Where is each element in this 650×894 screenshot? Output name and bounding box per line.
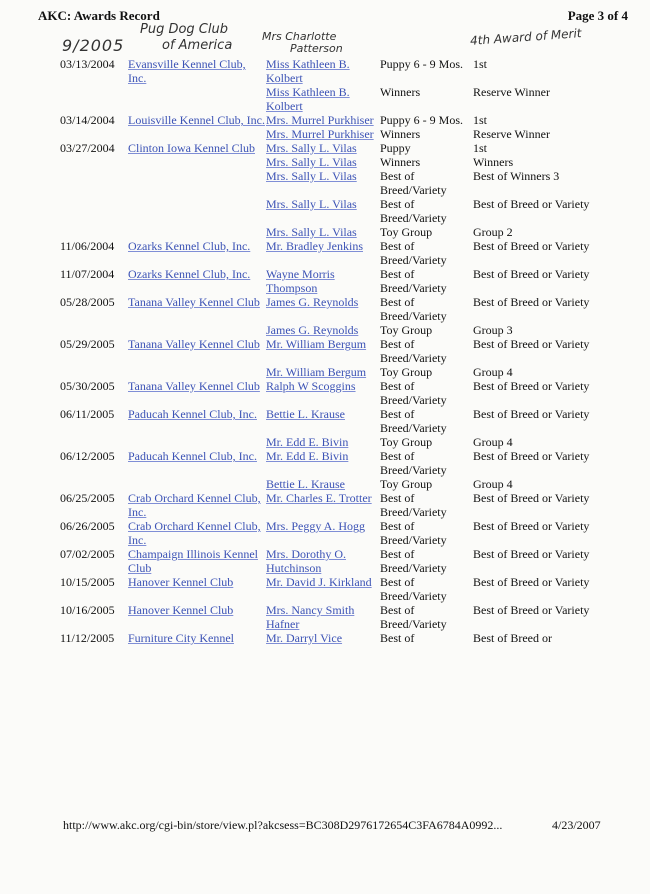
record-class: Toy Group [380, 323, 433, 337]
record-class: Best of Breed/Variety [380, 295, 447, 323]
record-class: Puppy 6 - 9 Mos. [380, 113, 464, 127]
footer-date: 4/23/2007 [552, 818, 601, 832]
record-judge-link[interactable]: Ralph W Scoggins [266, 379, 356, 393]
record-club-link[interactable]: Louisville Kennel Club, Inc. [128, 113, 265, 127]
record-judge-link[interactable]: Mr. William Bergum [266, 337, 367, 351]
record-class: Best of Breed/Variety [380, 547, 447, 575]
record-row [60, 407, 640, 435]
record-judge-link[interactable]: Mr. Bradley Jenkins [266, 239, 363, 253]
record-judge-link[interactable]: Bettie L. Krause [266, 477, 345, 491]
record-row [60, 477, 640, 491]
handwritten-date: 9/2005 [62, 36, 125, 55]
record-row [60, 631, 640, 645]
handwritten-club-line1: Pug Dog Club [140, 22, 228, 37]
record-date: 11/12/2005 [60, 631, 115, 645]
record-class: Toy Group [380, 477, 433, 491]
record-judge-link[interactable]: Wayne Morris Thompson [266, 267, 335, 295]
record-row [60, 449, 640, 477]
record-row [60, 435, 640, 449]
record-judge-link[interactable]: Mr. Edd E. Bivin [266, 449, 349, 463]
record-club-link[interactable]: Champaign Illinois Kennel Club [128, 547, 258, 575]
record-date: 03/27/2004 [60, 141, 115, 155]
record-class: Winners [380, 127, 421, 141]
record-date: 11/07/2004 [60, 267, 115, 281]
record-award: Reserve Winner [473, 85, 550, 99]
record-date: 05/30/2005 [60, 379, 115, 393]
record-award: Best of Breed or Variety [473, 239, 590, 253]
handwritten-club-line2: of America [162, 38, 233, 53]
record-class: Best of Breed/Variety [380, 449, 447, 477]
record-club-link[interactable]: Crab Orchard Kennel Club, Inc. [128, 491, 261, 519]
record-row [60, 239, 640, 267]
record-class: Best of Breed/Variety [380, 603, 447, 631]
record-award: Best of Breed or Variety [473, 295, 590, 309]
record-row [60, 85, 640, 113]
record-class: Puppy 6 - 9 Mos. [380, 57, 464, 71]
record-club-link[interactable]: Crab Orchard Kennel Club, Inc. [128, 519, 261, 547]
record-row [60, 141, 640, 155]
record-award: Group 3 [473, 323, 513, 337]
record-judge-link[interactable]: James G. Reynolds [266, 323, 359, 337]
record-class: Best of Breed/Variety [380, 407, 447, 435]
record-judge-link[interactable]: Mrs. Murrel Purkhiser [266, 127, 374, 141]
page-title: AKC: Awards Record [38, 8, 160, 23]
record-club-link[interactable]: Ozarks Kennel Club, Inc. [128, 239, 251, 253]
record-row [60, 155, 640, 169]
record-award: Best of Winners 3 [473, 169, 560, 183]
record-row [60, 337, 640, 365]
record-class: Best of Breed/Variety [380, 197, 447, 225]
record-award: Best of Breed or Variety [473, 575, 590, 589]
record-judge-link[interactable]: Mrs. Sally L. Vilas [266, 169, 357, 183]
record-class: Best of Breed/Variety [380, 267, 447, 295]
record-judge-link[interactable]: Mrs. Dorothy O. Hutchinson [266, 547, 346, 575]
handwritten-award: 4th Award of Merit [469, 26, 582, 48]
record-award: Best of Breed or Variety [473, 449, 590, 463]
record-judge-link[interactable]: Mrs. Sally L. Vilas [266, 197, 357, 211]
record-row [60, 57, 640, 85]
record-class: Toy Group [380, 225, 433, 239]
handwritten-judge-line1: Mrs Charlotte [262, 30, 337, 43]
record-judge-link[interactable]: Mrs. Murrel Purkhiser [266, 113, 374, 127]
record-award: Best of Breed or Variety [473, 519, 590, 533]
record-row [60, 491, 640, 519]
record-judge-link[interactable]: Mrs. Sally L. Vilas [266, 141, 357, 155]
record-date: 10/15/2005 [60, 575, 115, 589]
record-award: Best of Breed or Variety [473, 603, 590, 617]
record-row [60, 519, 640, 547]
record-award: Group 4 [473, 477, 513, 491]
record-judge-link[interactable]: Mr. William Bergum [266, 365, 367, 379]
record-club-link[interactable]: Clinton Iowa Kennel Club [128, 141, 255, 155]
record-date: 06/26/2005 [60, 519, 115, 533]
record-judge-link[interactable]: Mr. Edd E. Bivin [266, 435, 349, 449]
record-date: 07/02/2005 [60, 547, 115, 561]
record-judge-link[interactable]: Mr. Charles E. Trotter [266, 491, 372, 505]
record-club-link[interactable]: Tanana Valley Kennel Club [128, 379, 260, 393]
record-award: 1st [473, 57, 488, 71]
record-judge-link[interactable]: Mrs. Peggy A. Hogg [266, 519, 366, 533]
record-row [60, 379, 640, 407]
record-row [60, 113, 640, 127]
record-award: Best of Breed or Variety [473, 491, 590, 505]
record-club-link[interactable]: Furniture City Kennel [128, 631, 234, 645]
record-judge-link[interactable]: James G. Reynolds [266, 295, 359, 309]
record-club-link[interactable]: Hanover Kennel Club [128, 575, 234, 589]
record-class: Best of Breed/Variety [380, 491, 447, 519]
record-row [60, 575, 640, 603]
record-award: Winners [473, 155, 514, 169]
record-class: Winners [380, 155, 421, 169]
record-row [60, 365, 640, 379]
record-club-link[interactable]: Paducah Kennel Club, Inc. [128, 449, 257, 463]
record-award: Best of Breed or [473, 631, 552, 645]
record-award: Group 2 [473, 225, 513, 239]
record-date: 10/16/2005 [60, 603, 115, 617]
record-award: Group 4 [473, 435, 513, 449]
record-row [60, 547, 640, 575]
record-award: 1st [473, 113, 488, 127]
record-club-link[interactable]: Tanana Valley Kennel Club [128, 337, 260, 351]
record-award: Best of Breed or Variety [473, 407, 590, 421]
record-date: 06/25/2005 [60, 491, 115, 505]
record-judge-link[interactable]: Mrs. Sally L. Vilas [266, 225, 357, 239]
record-row [60, 323, 640, 337]
record-row [60, 295, 640, 323]
record-judge-link[interactable]: Mr. Darryl Vice [266, 631, 343, 645]
record-row [60, 603, 640, 631]
record-date: 05/29/2005 [60, 337, 115, 351]
record-date: 03/13/2004 [60, 57, 115, 71]
record-award: Best of Breed or Variety [473, 379, 590, 393]
record-row [60, 267, 640, 295]
record-club-link[interactable]: Evansville Kennel Club, Inc. [128, 57, 246, 85]
record-judge-link[interactable]: Miss Kathleen B. Kolbert [266, 85, 350, 113]
record-award: 1st [473, 141, 488, 155]
handwritten-judge-line2: Patterson [290, 42, 343, 55]
record-row [60, 169, 640, 197]
record-class: Best of Breed/Variety [380, 337, 447, 365]
record-judge-link[interactable]: Mr. David J. Kirkland [266, 575, 372, 589]
record-club-link[interactable]: Paducah Kennel Club, Inc. [128, 407, 257, 421]
record-class: Toy Group [380, 365, 433, 379]
record-class: Best of [380, 631, 415, 645]
record-judge-link[interactable]: Mrs. Nancy Smith Hafner [266, 603, 355, 631]
record-date: 06/12/2005 [60, 449, 115, 463]
record-date: 03/14/2004 [60, 113, 115, 127]
record-row [60, 225, 640, 239]
record-award: Best of Breed or Variety [473, 197, 590, 211]
record-award: Best of Breed or Variety [473, 547, 590, 561]
record-class: Best of Breed/Variety [380, 519, 447, 547]
record-class: Puppy [380, 141, 411, 155]
record-class: Best of Breed/Variety [380, 379, 447, 407]
record-judge-link[interactable]: Miss Kathleen B. Kolbert [266, 57, 350, 85]
page-number: Page 3 of 4 [567, 8, 628, 23]
record-class: Best of Breed/Variety [380, 575, 447, 603]
awards-record-table [60, 57, 640, 645]
record-class: Toy Group [380, 435, 433, 449]
record-date: 06/11/2005 [60, 407, 115, 421]
record-club-link[interactable]: Tanana Valley Kennel Club [128, 295, 260, 309]
record-date: 05/28/2005 [60, 295, 115, 309]
record-award: Group 4 [473, 365, 513, 379]
record-class: Best of Breed/Variety [380, 239, 447, 267]
record-class: Best of Breed/Variety [380, 169, 447, 197]
record-award: Best of Breed or Variety [473, 267, 590, 281]
record-date: 11/06/2004 [60, 239, 115, 253]
record-judge-link[interactable]: Mrs. Sally L. Vilas [266, 155, 357, 169]
footer-url: http://www.akc.org/cgi-bin/store/view.pl?akcsess=BC308D2976172654C3FA6784A0992... [63, 818, 503, 832]
record-award: Best of Breed or Variety [473, 337, 590, 351]
record-club-link[interactable]: Hanover Kennel Club [128, 603, 234, 617]
record-judge-link[interactable]: Bettie L. Krause [266, 407, 345, 421]
record-row [60, 127, 640, 141]
record-row [60, 197, 640, 225]
record-club-link[interactable]: Ozarks Kennel Club, Inc. [128, 267, 251, 281]
record-award: Reserve Winner [473, 127, 550, 141]
record-class: Winners [380, 85, 421, 99]
